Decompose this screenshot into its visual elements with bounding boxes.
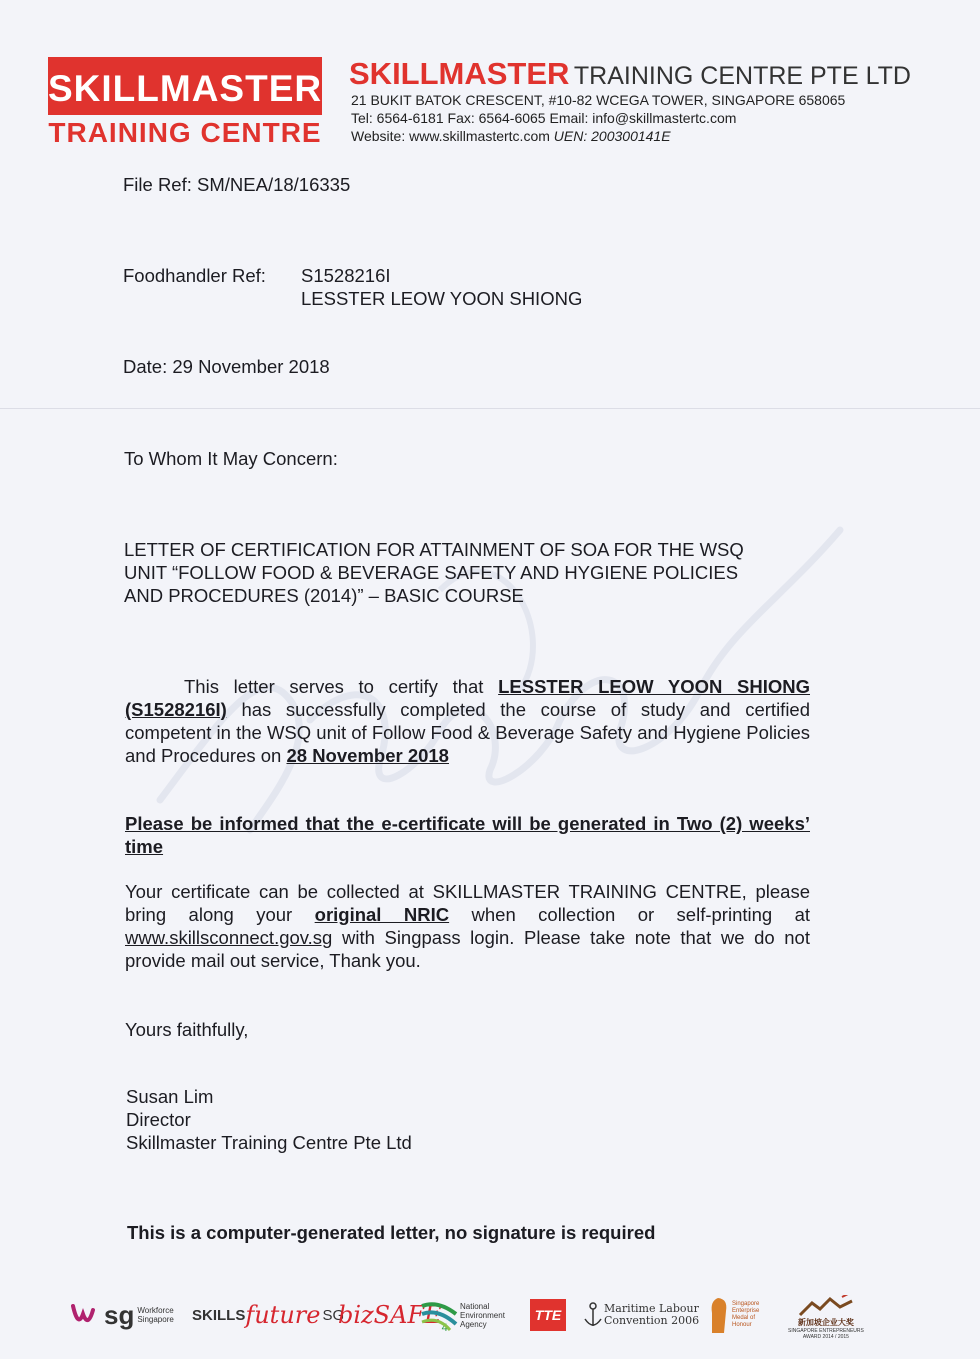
company-suffix: TRAINING CENTRE PTE LTD [573,62,911,90]
accreditation-logos [70,1290,880,1340]
company-website-line [351,128,671,144]
collection-paragraph [125,880,810,972]
signer-company: Skillmaster Training Centre Pte Ltd [126,1132,412,1153]
anchor-icon [582,1301,604,1329]
paper-fold-line [0,408,980,409]
bizsafe-level: 4 [441,1322,448,1334]
award-chinese: 新加坡企业大奖 [797,1318,854,1327]
wsg-w-icon [70,1300,108,1330]
letter-title-line: LETTER OF CERTIFICATION FOR ATTAINMENT OF SOA FOR THE WSQ [124,539,744,560]
maritime-line: Convention 2006 [604,1314,700,1327]
company-brand: SKILLMASTER [349,56,570,91]
medal-line: Singapore [732,1301,760,1307]
file-ref: File Ref: SM/NEA/18/16335 [123,174,351,195]
nea-line: Agency [460,1319,487,1329]
wsg-logo [70,1290,174,1340]
medal-text [732,1301,759,1329]
certification-paragraph [125,675,810,767]
medal-line: Enterprise [732,1308,760,1314]
award-line: AWARD 2014 / 2015 [802,1334,849,1340]
skillsfuture-logo [192,1290,344,1340]
enterprise-medal-logo [706,1290,759,1340]
company-uen: UEN: 200300141E [553,128,671,144]
wsg-sub-line: Workforce [137,1306,174,1315]
original-nric: original NRIC [314,904,450,925]
wsg-sub [137,1306,173,1324]
company-contact: Tel: 6564-6181 Fax: 6564-6065 Email: info@skillmastertc.com [351,110,737,126]
signer-title: Director [126,1109,191,1130]
certification-text: This letter serves to certify that [184,676,484,697]
skillsconnect-link[interactable]: www.skillsconnect.gov.sg [125,927,333,948]
logo-text-skillmaster: SKILLMASTER [48,68,323,109]
company-address: 21 BUKIT BATOK CRESCENT, #10-82 WCEGA TOWER, SINGAPORE 658065 [351,92,846,108]
certification-text: has successfully completed the course of study and certified competent in the WSQ unit of Follow Food & Beverage Safety and Hygiene Policies and Procedures on [125,699,811,766]
completion-date: 28 November 2018 [286,745,449,766]
certified-person: LESSTER LEOW YOON SHIONG (S1528216I) [125,676,810,720]
award-emblem-icon [796,1295,856,1317]
tte-logo [530,1290,566,1340]
nea-wave-icon [420,1298,458,1332]
foodhandler-id: S1528216I [301,265,391,286]
salutation: To Whom It May Concern: [124,448,338,469]
letter-date: Date: 29 November 2018 [123,356,330,377]
entrepreneurs-award-logo [788,1290,864,1340]
collection-text: when collection or self-printing at [471,904,811,925]
skillsfuture-future: future [245,1301,321,1329]
maritime-labour-logo [582,1290,699,1340]
skillsfuture-sg: SG [322,1306,345,1324]
medal-line: Medal of [732,1315,756,1321]
lion-icon [706,1295,730,1335]
wsg-sub-line: Singapore [137,1315,174,1324]
foodhandler-name: LESSTER LEOW YOON SHIONG [301,288,583,309]
letter-title-line: AND PROCEDURES (2014)” – BASIC COURSE [124,585,524,606]
maritime-text [604,1303,699,1327]
wsg-text: sg [104,1299,135,1330]
company-website: Website: www.skillmastertc.com [351,128,550,144]
nea-line: Environment [460,1310,505,1320]
maritime-line: Maritime Labour [604,1302,699,1315]
nea-text [460,1302,505,1329]
company-name [349,56,911,92]
foodhandler-label: Foodhandler Ref: [123,265,266,286]
skillsfuture-skills: SKILLS [192,1306,246,1324]
closing: Yours faithfully, [125,1019,249,1040]
award-line: SINGAPORE ENTREPRENEURS [788,1328,864,1334]
bizsafe-text: bizSAFE [338,1301,442,1329]
letter-title [124,538,824,607]
letter-title-line: UNIT “FOLLOW FOOD & BEVERAGE SAFETY AND HYGIENE POLICIES [124,562,739,583]
computer-generated-note: This is a computer-generated letter, no signature is required [127,1222,656,1243]
tte-badge: TTE [530,1299,566,1331]
collection-text: Your certificate can be collected at SKILLMASTER TRAINING CENTRE, please bring along your [125,881,810,925]
collection-text: with Singpass login. Please take note that we do not provide mail out service, Thank you. [125,927,810,971]
medal-line: Honour [732,1322,752,1328]
nea-line: National [460,1301,490,1311]
nea-logo [420,1290,505,1340]
logo-text-training-centre: TRAINING CENTRE [48,117,322,148]
signer-name: Susan Lim [126,1086,214,1107]
e-certificate-notice: Please be informed that the e-certificate will be generated in Two (2) weeks’ time [125,813,810,857]
